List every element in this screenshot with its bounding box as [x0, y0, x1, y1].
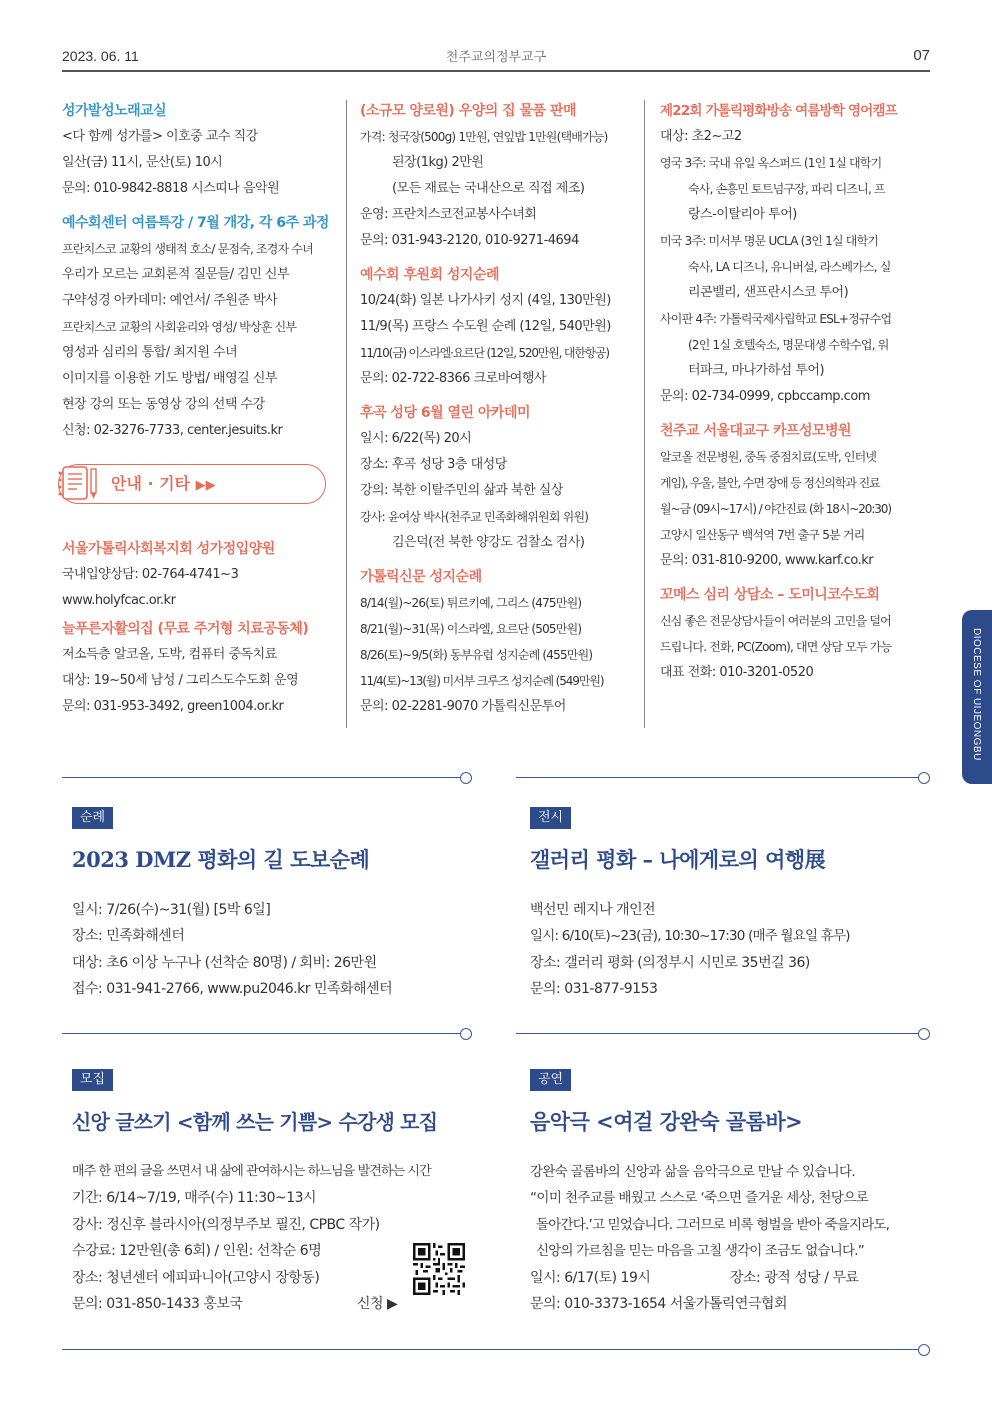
notice-line: 문의: 010-9842-8818 시스띠나 음악원 [62, 181, 280, 196]
notice-line: <다 함께 성가를> 이호중 교수 직강 [62, 129, 258, 144]
category-tag: 순례 [72, 807, 113, 829]
circle-icon [460, 1028, 472, 1040]
performance-section [530, 1066, 930, 1318]
section-line: 수강료: 12만원(총 6회) / 인원: 선착순 6명 [72, 1243, 322, 1259]
notice-line: 된장(1kg) 2만원 [392, 155, 484, 170]
section-title: 신앙 글쓰기 <함께 쓰는 기쁨> 수강생 모집 [72, 1109, 438, 1134]
contact-row [72, 1291, 472, 1318]
notice-line: 문의: 031-953-3492, green1004.or.kr [62, 699, 284, 714]
notice-line: 일시: 6/22(목) 20시 [360, 431, 472, 446]
notice-line: 문의: 02-722-8366 크로바여행사 [360, 371, 546, 386]
notice-line: 신심 좋은 전문상담사들이 여러분의 고민을 덜어 [660, 614, 891, 628]
exhibition-section [530, 804, 930, 1003]
page-number: 07 [913, 47, 930, 64]
notice-line: 문의: 02-2281-9070 가톨릭신문투어 [360, 699, 566, 714]
page-bottom-separator [62, 1344, 930, 1356]
section-line: 기간: 6/14~7/19, 매주(수) 11:30~13시 [72, 1190, 317, 1206]
notice-line: 운영: 프란치스코전교봉사수녀회 [360, 207, 537, 222]
category-tag: 전시 [530, 807, 571, 829]
notice-line: 김은덕(전 북한 양강도 검찰소 검사) [392, 535, 585, 550]
notice-line: 알코올 전문병원, 중독 중점치료(도박, 인터넷 [660, 450, 877, 464]
notice-line: 숙사, LA 디즈니, 유니버설, 라스베가스, 실 [688, 260, 891, 274]
notice-title: 성가발성노래교실 [62, 103, 167, 119]
date-place-row [530, 1265, 930, 1292]
notice-line: 국내입양상담: 02-764-4741~3 [62, 567, 239, 582]
document-pen-icon [57, 461, 101, 505]
recruitment-section [72, 1066, 472, 1318]
section-separator [516, 1028, 930, 1040]
notice-title: 꼬메스 심리 상담소 – 도미니코수도회 [660, 587, 880, 603]
section-line: 돌아간다.’고 믿었습니다. 그러므로 비록 형벌을 받아 죽을지라도, [536, 1216, 890, 1233]
notice-line: 이미지를 이용한 기도 방법/ 배영길 신부 [62, 371, 277, 386]
notice-line: 프란치스코 교황의 생태적 호소/ 문점숙, 조경자 수녀 [62, 242, 313, 256]
notice-line: 강의: 북한 이탈주민의 삶과 북한 실상 [360, 483, 563, 498]
section-line: 강완숙 골롬바의 신앙과 삶을 음악극으로 만날 수 있습니다. [530, 1163, 855, 1180]
info-misc-banner [58, 464, 326, 504]
pilgrimage-section [72, 804, 472, 1003]
section-line: 접수: 031-941-2766, www.pu2046.kr 민족화해센터 [72, 981, 393, 997]
section-separator [516, 772, 930, 784]
section-line: 일시: 6/17(토) 19시 [530, 1269, 651, 1286]
notice-line: 11/9(목) 프랑스 수도원 순례 (12일, 540만원) [360, 319, 611, 334]
notice-line: 랑스-이탈리아 투어) [688, 207, 797, 222]
section-line: 일시: 7/26(수)~31(월) [5박 6일] [72, 901, 271, 918]
notice-title: 후곡 성당 6월 열린 아카데미 [360, 405, 531, 421]
circle-icon [918, 1028, 930, 1040]
notice-line: 리콘밸리, 샌프란시스코 투어) [688, 285, 849, 300]
category-tag: 모집 [72, 1069, 113, 1091]
notice-line: www.holyfcac.or.kr [62, 593, 176, 608]
notice-line: (모든 재료는 국내산으로 직접 제조) [392, 181, 585, 196]
notice-line: 8/21(월)~31(목) 이스라엘, 요르단 (505만원) [360, 622, 582, 636]
notice-line: 고양시 일산동구 백석역 7번 출구 5분 거리 [660, 528, 865, 542]
side-tab [962, 610, 992, 784]
apply-label: 신청 ▶ [357, 1296, 398, 1312]
notice-line: 미국 3주: 미서부 명문 UCLA (3인 1실 대학기 [660, 234, 879, 248]
column-divider [644, 100, 645, 728]
double-arrow-icon: ▶▶ [195, 478, 216, 493]
section-separator [62, 1028, 472, 1040]
section-line: “이미 천주교를 배웠고 스스로 ‘죽으면 즐거운 세상, 천당으로 [530, 1190, 869, 1206]
notice-line: 11/10(금) 이스라엘·요르단 (12일, 520만원, 대한항공) [360, 346, 609, 360]
notice-line: 프란치스코 교황의 사회윤리와 영성/ 박상훈 신부 [62, 320, 297, 334]
notice-line: 저소득층 알코올, 도박, 컴퓨터 중독치료 [62, 647, 277, 662]
section-title: 음악극 <여걸 강완숙 골롬바> [530, 1108, 803, 1134]
notice-line: 8/14(월)~26(토) 튀르키예, 그리스 (475만원) [360, 596, 582, 610]
notice-title: 예수회센터 여름특강 / 7월 개강, 각 6주 과정 [62, 215, 329, 231]
section-line: 문의: 031-850-1433 홍보국 [72, 1296, 243, 1312]
notice-line: 신청: 02-3276-7733, center.jesuits.kr [62, 423, 283, 438]
notice-line: (2인 1실 호텔숙소, 명문대생 수학수업, 워 [688, 338, 889, 352]
notice-line: 8/26(토)~9/5(화) 동부유럽 성지순례 (455만원) [360, 648, 593, 662]
section-separator [62, 772, 472, 784]
notice-line: 우리가 모르는 교회론적 질문들/ 김민 신부 [62, 267, 290, 282]
notice-line: 터파크, 마나가하섬 투어) [688, 363, 825, 378]
notice-line: 장소: 후곡 성당 3층 대성당 [360, 457, 507, 472]
section-line: 장소: 민족화해센터 [72, 928, 185, 944]
page-header [62, 44, 930, 72]
notice-title: 서울가톨릭사회복지회 성가정입양원 [62, 541, 275, 557]
issue-date: 2023. 06. 11 [62, 48, 139, 64]
section-line: 장소: 광적 성당 / 무료 [730, 1269, 859, 1286]
notice-line: 영국 3주: 국내 유일 옥스퍼드 (1인 1실 대학기 [660, 156, 882, 170]
notice-line: 현장 강의 또는 동영상 강의 선택 수강 [62, 397, 265, 412]
notice-line: 강사: 윤여상 박사(천주교 민족화해위원회 위원) [360, 510, 589, 524]
notice-line: 사이판 4주: 가톨릭국제사립학교 ESL+정규수업 [660, 312, 892, 326]
section-line: 일시: 6/10(토)~23(금), 10:30~17:30 (매주 월요일 휴무) [530, 928, 850, 944]
notice-line: 숙사, 손흥민 토트넘구장, 파리 디즈니, 프 [688, 182, 885, 196]
notice-line: 10/24(화) 일본 나가사키 성지 (4일, 130만원) [360, 293, 611, 308]
notice-line: 문의: 031-810-9200, www.karf.co.kr [660, 553, 874, 568]
section-title: 갤러리 평화 – 나에게로의 여행展 [530, 846, 826, 872]
section-line: 매주 한 편의 글을 쓰면서 내 삶에 관여하시는 하느님을 발견하는 시간 [72, 1163, 431, 1179]
column-1 [62, 96, 334, 720]
section-line: 장소: 갤러리 평화 (의정부시 시민로 35번길 36) [530, 954, 810, 971]
notice-title: 제22회 가톨릭평화방송 여름방학 영어캠프 [660, 103, 897, 119]
section-line: 대상: 초6 이상 누구나 (선착순 80명) / 회비: 26만원 [72, 954, 377, 971]
circle-icon [460, 772, 472, 784]
section-line: 강사: 정신후 블라시아(의정부주보 필진, CPBC 작가) [72, 1216, 380, 1233]
column-divider [346, 100, 347, 728]
notice-line: 11/4(토)~13(월) 미서부 크루즈 성지순례 (549만원) [360, 674, 604, 688]
notice-title: 천주교 서울대교구 카프성모병원 [660, 423, 852, 439]
section-line: 문의: 010-3373-1654 서울가톨릭연극협회 [530, 1296, 787, 1312]
notice-title: 예수회 후원회 성지순례 [360, 267, 499, 283]
section-line: 신앙의 가르침을 믿는 마음을 고칠 생각이 조금도 없습니다.” [536, 1243, 864, 1259]
notice-line: 대상: 초2~고2 [660, 129, 742, 144]
notice-line: 월~금 (09시~17시) / 야간진료 (화 18시~20:30) [660, 502, 891, 516]
notice-line: 가격: 청국장(500g) 1만원, 연잎밥 1만원(택배가능) [360, 130, 608, 144]
notice-line: 대표 전화: 010-3201-0520 [660, 665, 814, 680]
notice-line: 영성과 심리의 통합/ 최지원 수녀 [62, 345, 238, 360]
section-line: 문의: 031-877-9153 [530, 981, 658, 997]
circle-icon [918, 1344, 930, 1356]
section-line: 백선민 레지나 개인전 [530, 901, 656, 918]
notice-title: 늘푸른자활의집 (무료 주거형 치료공동체) [62, 621, 309, 637]
circle-icon [918, 772, 930, 784]
notice-title: (소규모 양로원) 우양의 집 물품 판매 [360, 103, 577, 119]
column-2 [360, 96, 638, 720]
category-tag: 공연 [530, 1069, 571, 1091]
notice-line: 문의: 031-943-2120, 010-9271-4694 [360, 233, 579, 248]
info-misc-label: 안내 · 기타 ▶▶ [111, 474, 216, 493]
publication-title: 천주교의정부교구 [445, 50, 547, 65]
notice-line: 구약성경 아카데미: 예언서/ 주원준 박사 [62, 293, 278, 308]
notice-line: 일산(금) 11시, 문산(토) 10시 [62, 155, 223, 170]
notice-line: 문의: 02-734-0999, cpbccamp.com [660, 389, 870, 404]
section-line: 장소: 청년센터 에피파니아(고양시 장항동) [72, 1269, 320, 1286]
notice-line: 드립니다. 전화, PC(Zoom), 대면 상담 모두 가능 [660, 640, 892, 654]
notice-line: 대상: 19~50세 남성 / 그리스도수도회 운영 [62, 673, 299, 688]
qr-code-icon[interactable] [413, 1243, 465, 1295]
notice-title: 가톨릭신문 성지순례 [360, 569, 482, 585]
column-3 [660, 96, 932, 686]
notice-line: 게임), 우울, 불안, 수면 장애 등 정신의학과 진료 [660, 476, 880, 490]
section-title: 2023 DMZ 평화의 길 도보순례 [72, 846, 370, 872]
side-tab-label: DIOCESE OF UIJEONGBU [971, 628, 982, 761]
